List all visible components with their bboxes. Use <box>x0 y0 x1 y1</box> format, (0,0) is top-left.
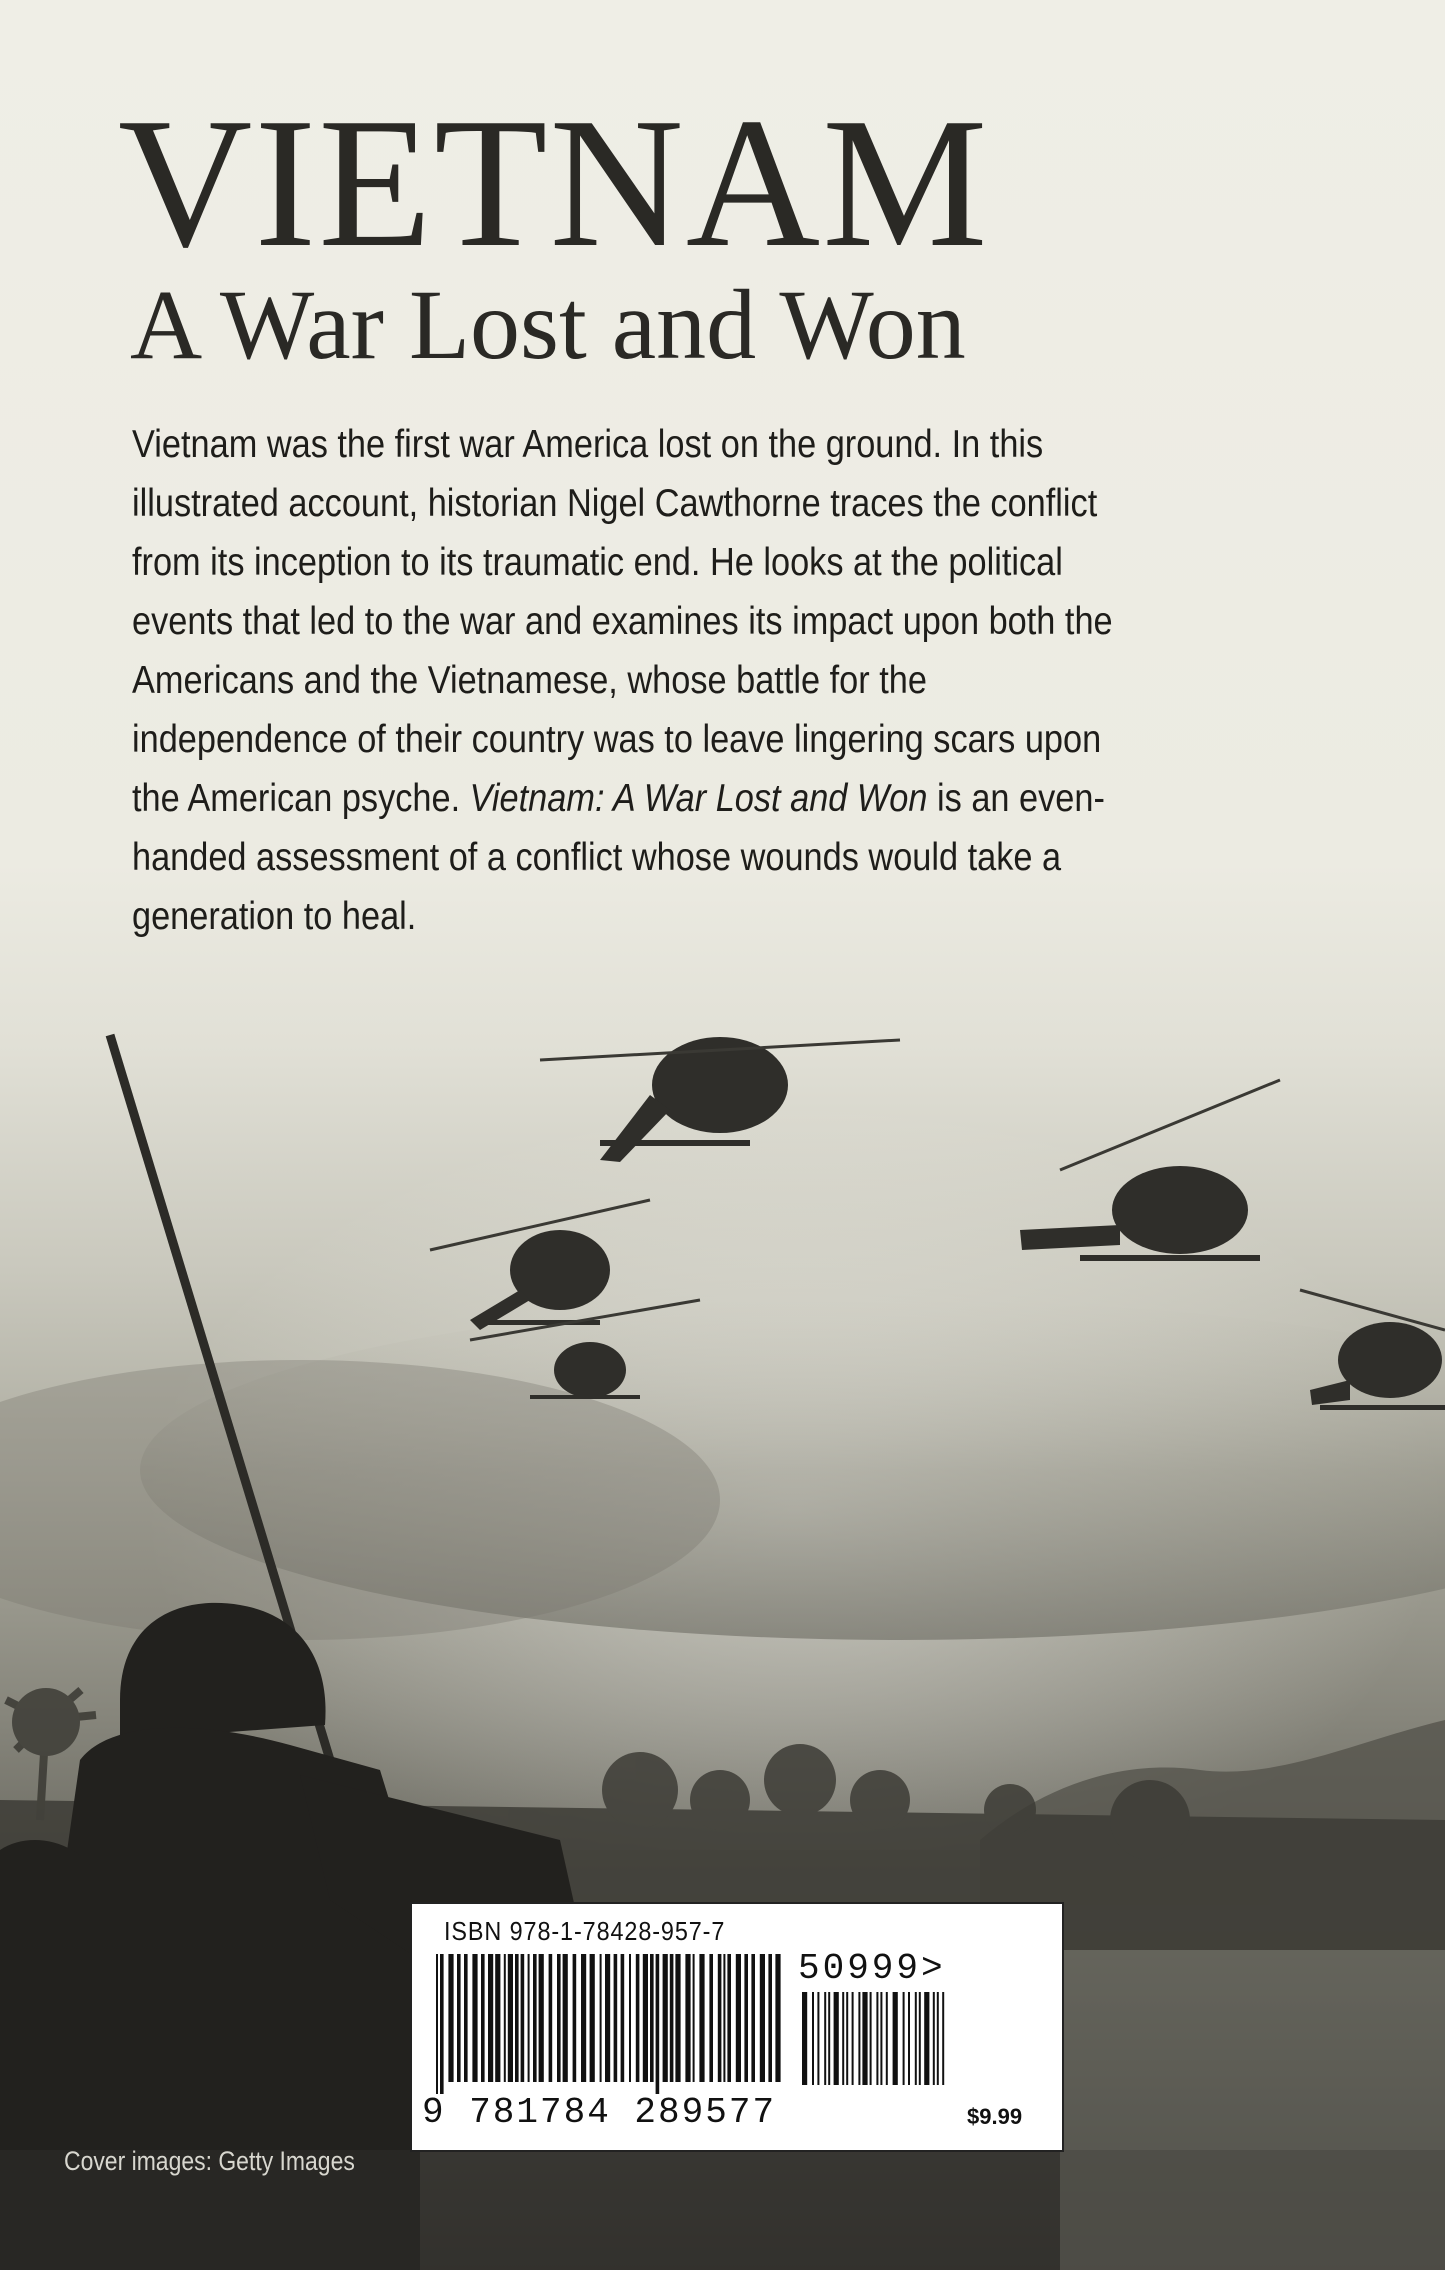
barcode-bar <box>675 1954 680 2082</box>
price-label: $9.99 <box>967 2104 1023 2129</box>
barcode-bar <box>886 1992 888 2085</box>
barcode-bar <box>521 1954 525 2082</box>
barcode-bar <box>718 1954 722 2082</box>
barcode-bar <box>488 1954 493 2082</box>
barcode-bar <box>915 1992 917 2085</box>
barcode-bar <box>744 1954 748 2082</box>
barcode-bar <box>605 1954 610 2082</box>
ean-barcode <box>434 1954 784 2094</box>
barcode-bar <box>846 1992 848 2085</box>
barcode-bar <box>880 1992 882 2085</box>
barcode-bar <box>862 1992 867 2085</box>
barcode-bar <box>775 1954 780 2082</box>
ean-digits: 9 781784 289577 <box>422 2092 777 2133</box>
barcode-bar <box>693 1954 695 2082</box>
barcode-label <box>410 1902 1064 2152</box>
barcode-bar <box>581 1954 586 2082</box>
barcode-bar <box>699 1954 704 2082</box>
barcode-bar <box>472 1954 477 2082</box>
barcode-bar <box>736 1954 741 2082</box>
barcode-bar <box>504 1954 506 2082</box>
barcode-bar <box>908 1992 910 2085</box>
barcode-bar <box>481 1954 485 2082</box>
barcode-bar <box>629 1954 631 2082</box>
barcode-bar <box>590 1954 595 2082</box>
barcode-bar <box>768 1954 772 2082</box>
blurb-text-part1: Vietnam was the first war America lost on the ground. In this illustrated account, historian Nigel Cawthorne traces the conflict from its inception to its traumatic end. He looks at the political events that led to the war and examines its impact upon both the Americans and the Vietnamese, whose battle for the independence of their country was to leave lingering scars upon the American psyche. <box>132 423 1113 820</box>
barcode-bar <box>457 1954 461 2082</box>
barcode-bar <box>600 1954 602 2082</box>
barcode-bar <box>933 1992 935 2085</box>
barcode-bar <box>723 1954 725 2082</box>
barcode-bar <box>448 1954 453 2082</box>
barcode-bar <box>824 1992 826 2085</box>
barcode-bar <box>528 1954 530 2082</box>
barcode-bar <box>942 1992 944 2085</box>
barcode-bar <box>440 1954 444 2094</box>
barcode-bar <box>549 1954 553 2082</box>
barcode-bar <box>656 1954 660 2094</box>
barcode-bar <box>533 1954 537 2082</box>
barcode-bar <box>834 1992 839 2085</box>
barcode-bar <box>685 1954 690 2082</box>
barcode-bar <box>924 1992 929 2085</box>
barcode-bar <box>727 1954 731 2082</box>
barcode-bar <box>919 1992 921 2085</box>
barcode-bar <box>876 1992 878 2085</box>
barcode-bar <box>563 1954 568 2082</box>
barcode-bar <box>828 1992 830 2085</box>
blurb-text-part2: is an even-handed assessment of a conflict whose wounds would take a generation to heal. <box>132 777 1105 938</box>
barcode-bar <box>508 1954 513 2082</box>
barcode-bar <box>709 1954 713 2082</box>
barcode-bar <box>464 1954 468 2082</box>
barcode-bar <box>812 1992 814 2085</box>
barcode-bar <box>852 1992 854 2085</box>
barcode-bar <box>903 1992 905 2085</box>
barcode-bar <box>573 1954 577 2082</box>
barcode-bar <box>937 1992 939 2085</box>
book-subtitle: A War Lost and Won <box>130 269 966 380</box>
barcode-bar <box>670 1954 674 2082</box>
cover-image-credit: Cover images: Getty Images <box>64 2146 355 2176</box>
barcode-bar <box>636 1954 640 2082</box>
barcode-bar <box>858 1992 860 2085</box>
barcode-bar <box>650 1954 654 2082</box>
barcode-bar <box>515 1954 519 2082</box>
barcode-bar <box>817 1992 819 2085</box>
barcode-bar <box>539 1954 544 2082</box>
price-addon-digits: 50999> <box>798 1948 946 1989</box>
barcode-bar <box>870 1992 872 2085</box>
isbn-number: ISBN 978-1-78428-957-7 <box>444 1916 726 1946</box>
barcode-bar <box>663 1954 668 2082</box>
barcode-bar <box>751 1954 755 2082</box>
price-addon-barcode <box>800 1992 950 2097</box>
barcode-bar <box>760 1954 765 2082</box>
blurb-italic-title: Vietnam: A War Lost and Won <box>469 777 928 820</box>
barcode-bar <box>557 1954 561 2082</box>
barcode-bar <box>802 1992 807 2085</box>
book-title: VIETNAM <box>118 80 990 286</box>
barcode-bar <box>643 1954 648 2082</box>
barcode-bar <box>436 1954 438 2094</box>
barcode-bar <box>842 1992 844 2085</box>
barcode-bar <box>893 1992 898 2085</box>
barcode-bar <box>621 1954 625 2082</box>
barcode-bar <box>495 1954 500 2082</box>
barcode-bar <box>614 1954 618 2082</box>
book-blurb <box>132 415 1135 946</box>
